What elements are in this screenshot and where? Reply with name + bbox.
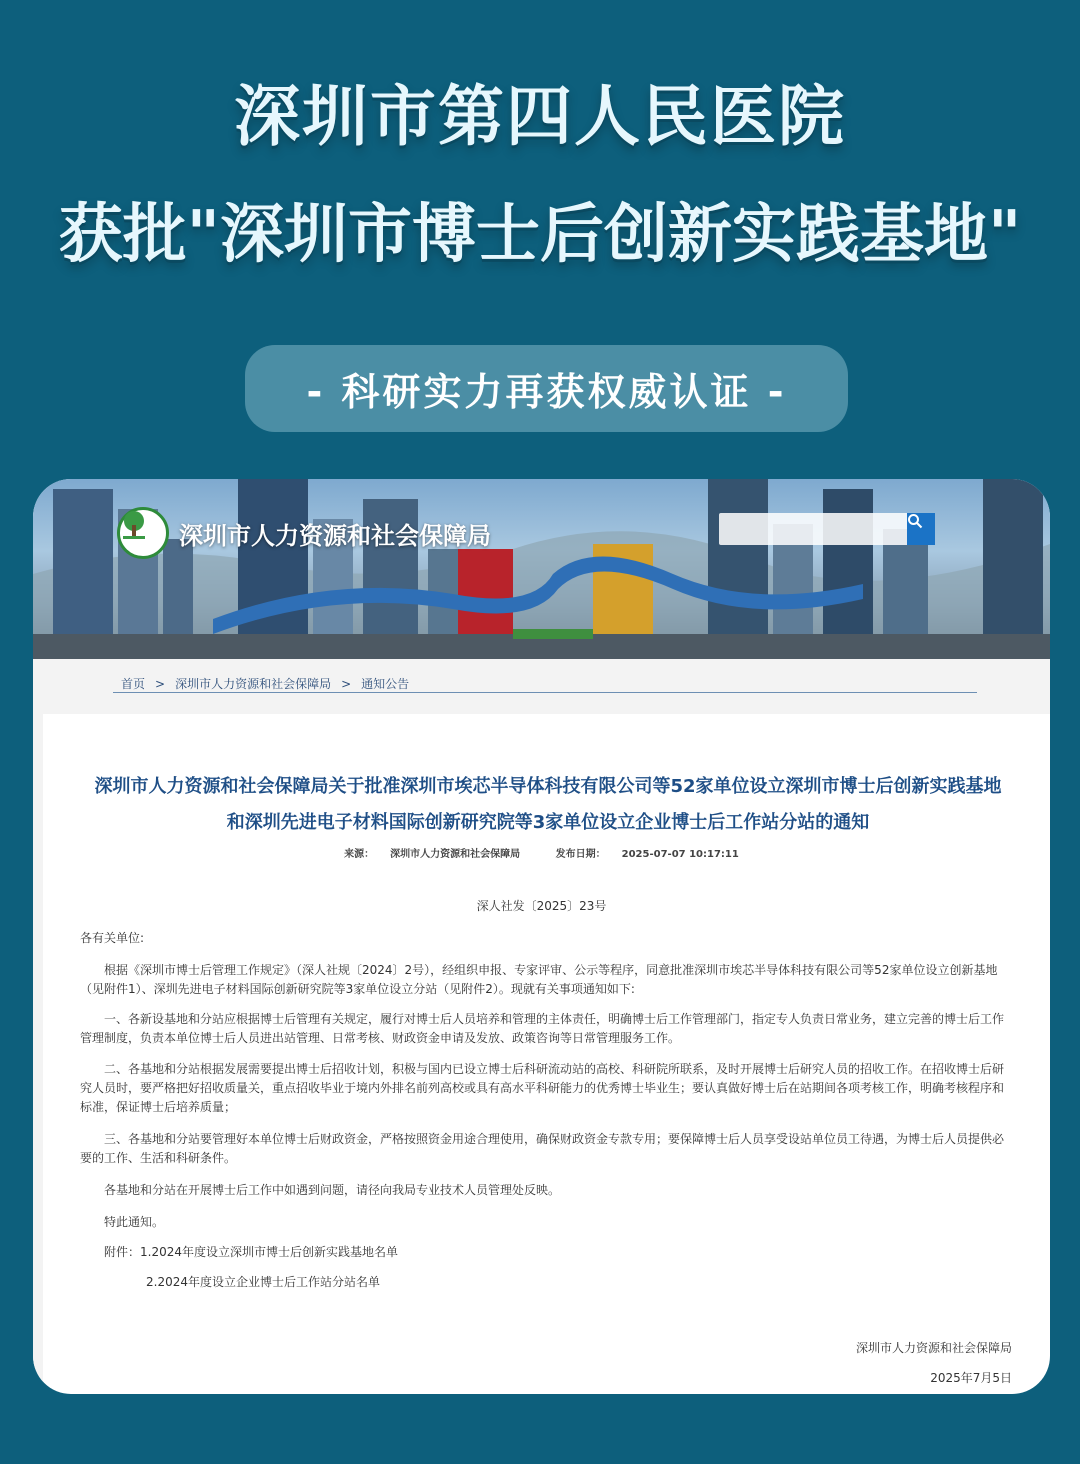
- closing-line: 特此通知。: [104, 1215, 165, 1229]
- city-skyline-illustration: [33, 479, 1050, 659]
- signature-org: 深圳市人力资源和社会保障局: [855, 1341, 1012, 1355]
- tree-logo-icon: [117, 507, 169, 559]
- breadcrumb-bureau[interactable]: 深圳市人力资源和社会保障局: [175, 677, 332, 691]
- attachment-1: [80, 1243, 1012, 1262]
- page-margin: [33, 714, 43, 1394]
- notice-meta: [33, 845, 1050, 860]
- breadcrumb-notices[interactable]: 通知公告: [361, 677, 410, 691]
- body-paragraph-2: 一、各新设基地和分站应根据博士后管理有关规定，履行对博士后人员培养和管理的主体责任，明确博士后工作管理部门，指定专人负责日常业务，建立完善的博士后工作管理制度，负责本单位博士后人员进出站管理、日常考核、财政资金申请及发放、政策咨询等日常管理服务工作。: [80, 1012, 1005, 1045]
- date-label: 发布日期：: [555, 849, 606, 860]
- attachment-2: [80, 1273, 1012, 1292]
- search-icon: [907, 513, 923, 529]
- signature-date: 2025年7月5日: [930, 1371, 1012, 1385]
- search-input[interactable]: [719, 513, 907, 545]
- source-label: 来源：: [344, 849, 375, 860]
- poster-title-line1: 深圳市第四人民医院: [234, 78, 846, 155]
- date-value: 2025-07-07 10:17:11: [621, 849, 739, 860]
- body-paragraph-4: 三、各基地和分站要管理好本单位博士后财政资金，严格按照资金用途合理使用，确保财政资金专款专用；要保障博士后人员享受设站单位员工待遇，为博士后人员提供必要的工作、生活和科研条件。: [80, 1132, 1005, 1165]
- poster-title-line2: 获批"深圳市博士后创新实践基地": [58, 198, 1022, 272]
- attachment-1-link[interactable]: 1.2024年度设立深圳市博士后创新实践基地名单: [140, 1245, 399, 1259]
- breadcrumb: [121, 675, 409, 692]
- breadcrumb-area: [33, 659, 1050, 714]
- salutation: 各有关单位:: [80, 931, 145, 945]
- source-value: 深圳市人力资源和社会保障局: [390, 849, 521, 860]
- bureau-logo-group[interactable]: [117, 507, 491, 559]
- breadcrumb-separator: >: [155, 676, 166, 691]
- notice-title: 深圳市人力资源和社会保障局关于批准深圳市埃芯半导体科技有限公司等52家单位设立深圳市博士后创新实践基地和深圳先进电子材料国际创新研究院等3家单位设立企业博士后工作站分站的通知: [94, 776, 1002, 833]
- site-banner: [33, 479, 1050, 659]
- tagline-pill: - 科研实力再获权威认证 -: [245, 345, 848, 432]
- breadcrumb-separator: >: [341, 676, 352, 691]
- body-paragraph-5: 各基地和分站在开展博士后工作中如遇到问题，请径向我局专业技术人员管理处反映。: [104, 1183, 561, 1197]
- body-paragraph-3: 二、各基地和分站根据发展需要提出博士后招收计划，积极与国内已设立博士后科研流动站的高校、科研院所联系，及时开展博士后研究人员的招收工作。在招收博士后研究人员时，要严格把好招收质量关，重点招收毕业于境内外排名前列高校或具有高水平科研能力的优秀博士毕业生；要认真做好博士后在站期间各项考核工作，明确考核程序和标准，保证博士后培养质量；: [80, 1062, 1005, 1114]
- doc-number: 深人社发〔2025〕23号: [476, 899, 607, 913]
- bureau-name: 深圳市人力资源和社会保障局: [179, 521, 491, 550]
- breadcrumb-divider: [113, 692, 977, 693]
- attachment-2-link[interactable]: 2.2024年度设立企业博士后工作站分站名单: [146, 1275, 380, 1289]
- search-button[interactable]: [907, 513, 935, 545]
- attachment-label: 附件：: [104, 1245, 141, 1259]
- breadcrumb-home[interactable]: 首页: [121, 677, 146, 691]
- body-paragraph-1: 根据《深圳市博士后管理工作规定》（深人社规〔2024〕2号），经组织申报、专家评审、公示等程序，同意批准深圳市埃芯半导体科技有限公司等52家单位设立创新基地（见附件1）、深圳先进电子材料国际创新研究院等3家单位设立分站（见附件2）。现就有关事项通知如下:: [80, 963, 998, 996]
- notice-screenshot-card: [33, 479, 1050, 1394]
